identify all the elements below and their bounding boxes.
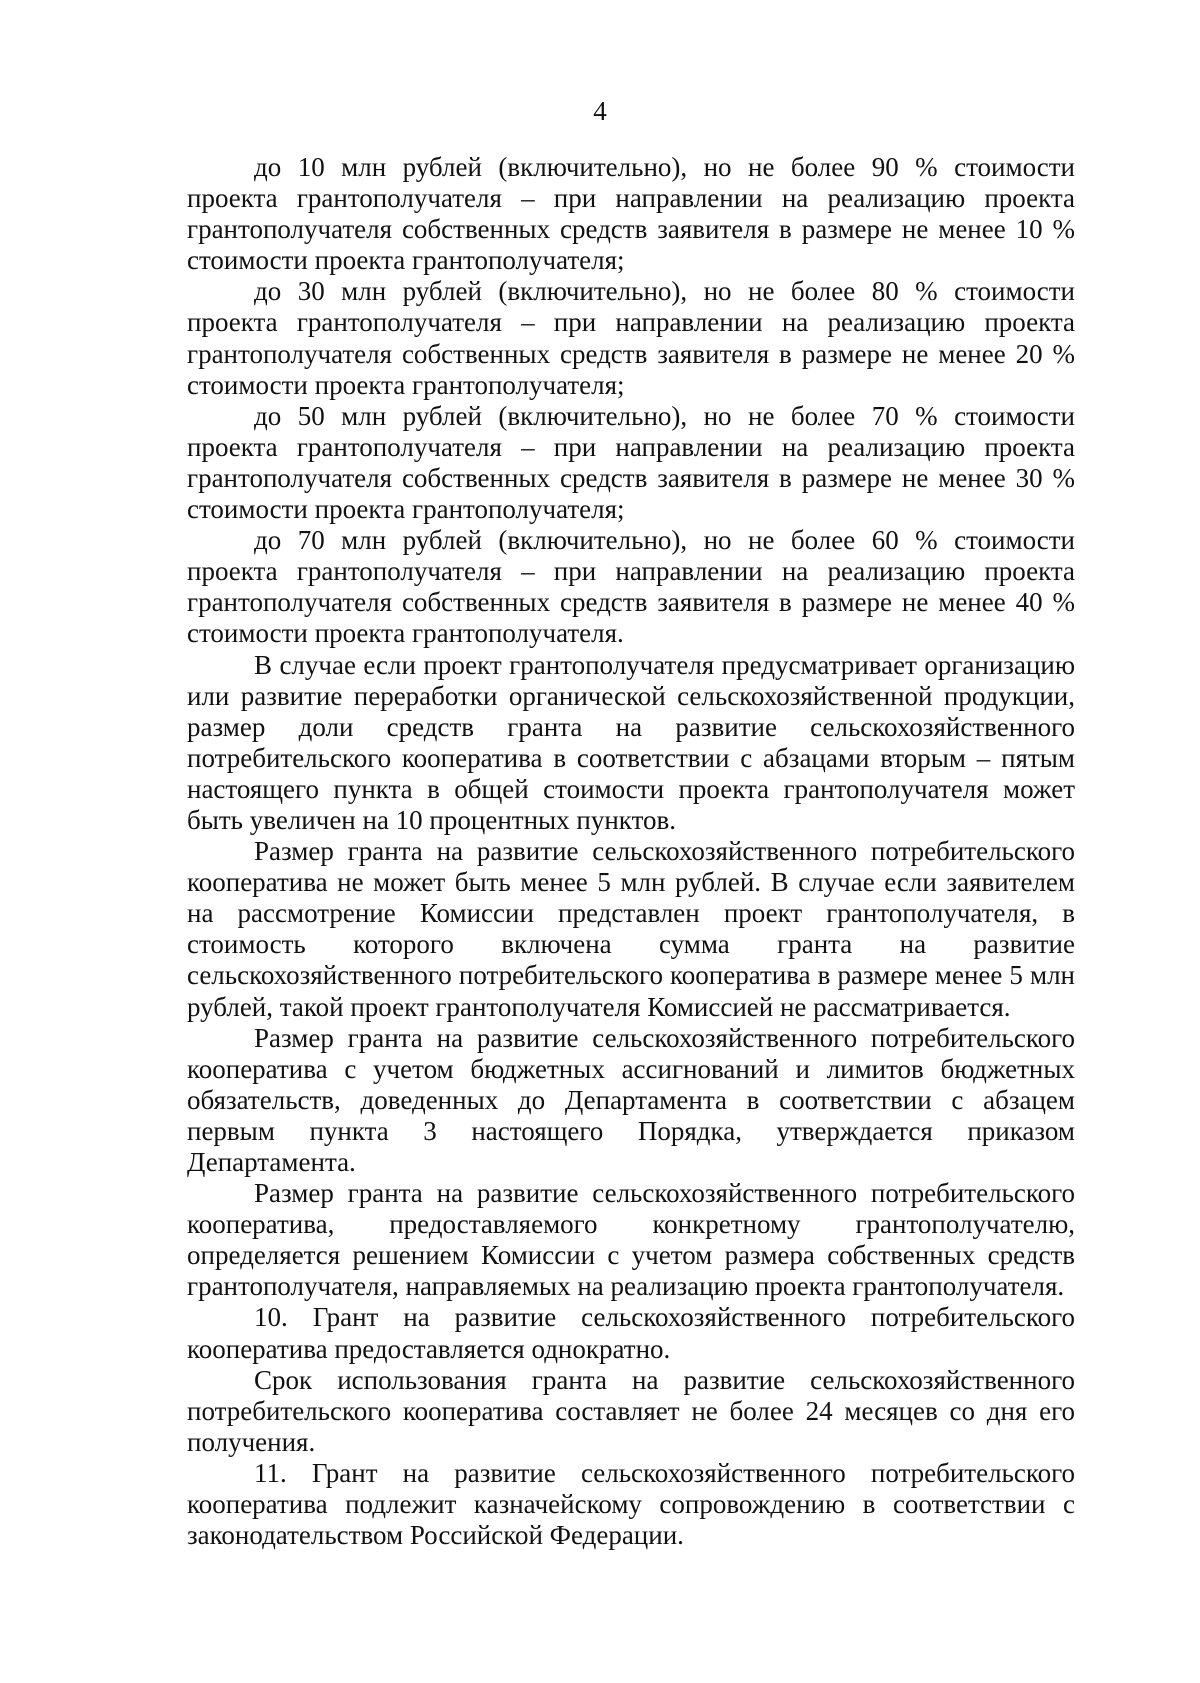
paragraph-organic-processing: В случае если проект грантополучателя предусматривает организацию или развитие переработки органической сельскохозяйственной продукции, размер доли средств гранта на развитие сельскохозяйственного потребительского кооператива в соответствии с абзацами вторым – пятым настоящего пункта в общей стоимости проекта грантополучателя может быть увеличен на 10 процентных пунктов. bbox=[187, 649, 1075, 835]
paragraph-item-10: 10. Грант на развитие сельскохозяйственного потребительского кооператива предоставляется однократно. bbox=[187, 1302, 1075, 1364]
paragraph-grant-up-to-70m: до 70 млн рублей (включительно), но не более 60 % стоимости проекта грантополучателя – при направлении на реализацию проекта грантополучателя собственных средств заявителя в размере не менее 40 % стоимости проекта грантополучателя. bbox=[187, 525, 1075, 649]
paragraph-grant-up-to-10m: до 10 млн рублей (включительно), но не более 90 % стоимости проекта грантополучателя – при направлении на реализацию проекта грантополучателя собственных средств заявителя в размере не менее 10 % стоимости проекта грантополучателя; bbox=[187, 152, 1075, 276]
document-body bbox=[187, 152, 1075, 1551]
paragraph-grant-determination: Размер гранта на развитие сельскохозяйственного потребительского кооператива, предоставляемого конкретному грантополучателю, определяется решением Комиссии с учетом размера собственных средств грантополучателя, направляемых на реализацию проекта грантополучателя. bbox=[187, 1178, 1075, 1302]
paragraph-item-11: 11. Грант на развитие сельскохозяйственного потребительского кооператива подлежит казначейскому сопровождению в соответствии с законодательством Российской Федерации. bbox=[187, 1457, 1075, 1551]
page-number: 4 bbox=[593, 96, 607, 126]
paragraph-grant-up-to-50m: до 50 млн рублей (включительно), но не более 70 % стоимости проекта грантополучателя – при направлении на реализацию проекта грантополучателя собственных средств заявителя в размере не менее 30 % стоимости проекта грантополучателя; bbox=[187, 400, 1075, 525]
paragraph-minimum-grant: Размер гранта на развитие сельскохозяйственного потребительского кооператива не может быть менее 5 млн рублей. В случае если заявителем на рассмотрение Комиссии представлен проект грантополучателя, в стоимость которого включена сумма гранта на развитие сельскохозяйственного потребительского кооператива в размере менее 5 млн рублей, такой проект грантополучателя Комиссией не рассматривается. bbox=[187, 836, 1075, 1022]
paragraph-grant-approval: Размер гранта на развитие сельскохозяйственного потребительского кооператива с учетом бюджетных ассигнований и лимитов бюджетных обязательств, доведенных до Департамента в соответствии с абзацем первым пункта 3 настоящего Порядка, утверждается приказом Департамента. bbox=[187, 1022, 1075, 1177]
paragraph-grant-up-to-30m: до 30 млн рублей (включительно), но не более 80 % стоимости проекта грантополучателя – при направлении на реализацию проекта грантополучателя собственных средств заявителя в размере не менее 20 % стоимости проекта грантополучателя; bbox=[187, 276, 1075, 400]
paragraph-usage-term: Срок использования гранта на развитие сельскохозяйственного потребительского кооператива составляет не более 24 месяцев со дня его получения. bbox=[187, 1364, 1075, 1457]
